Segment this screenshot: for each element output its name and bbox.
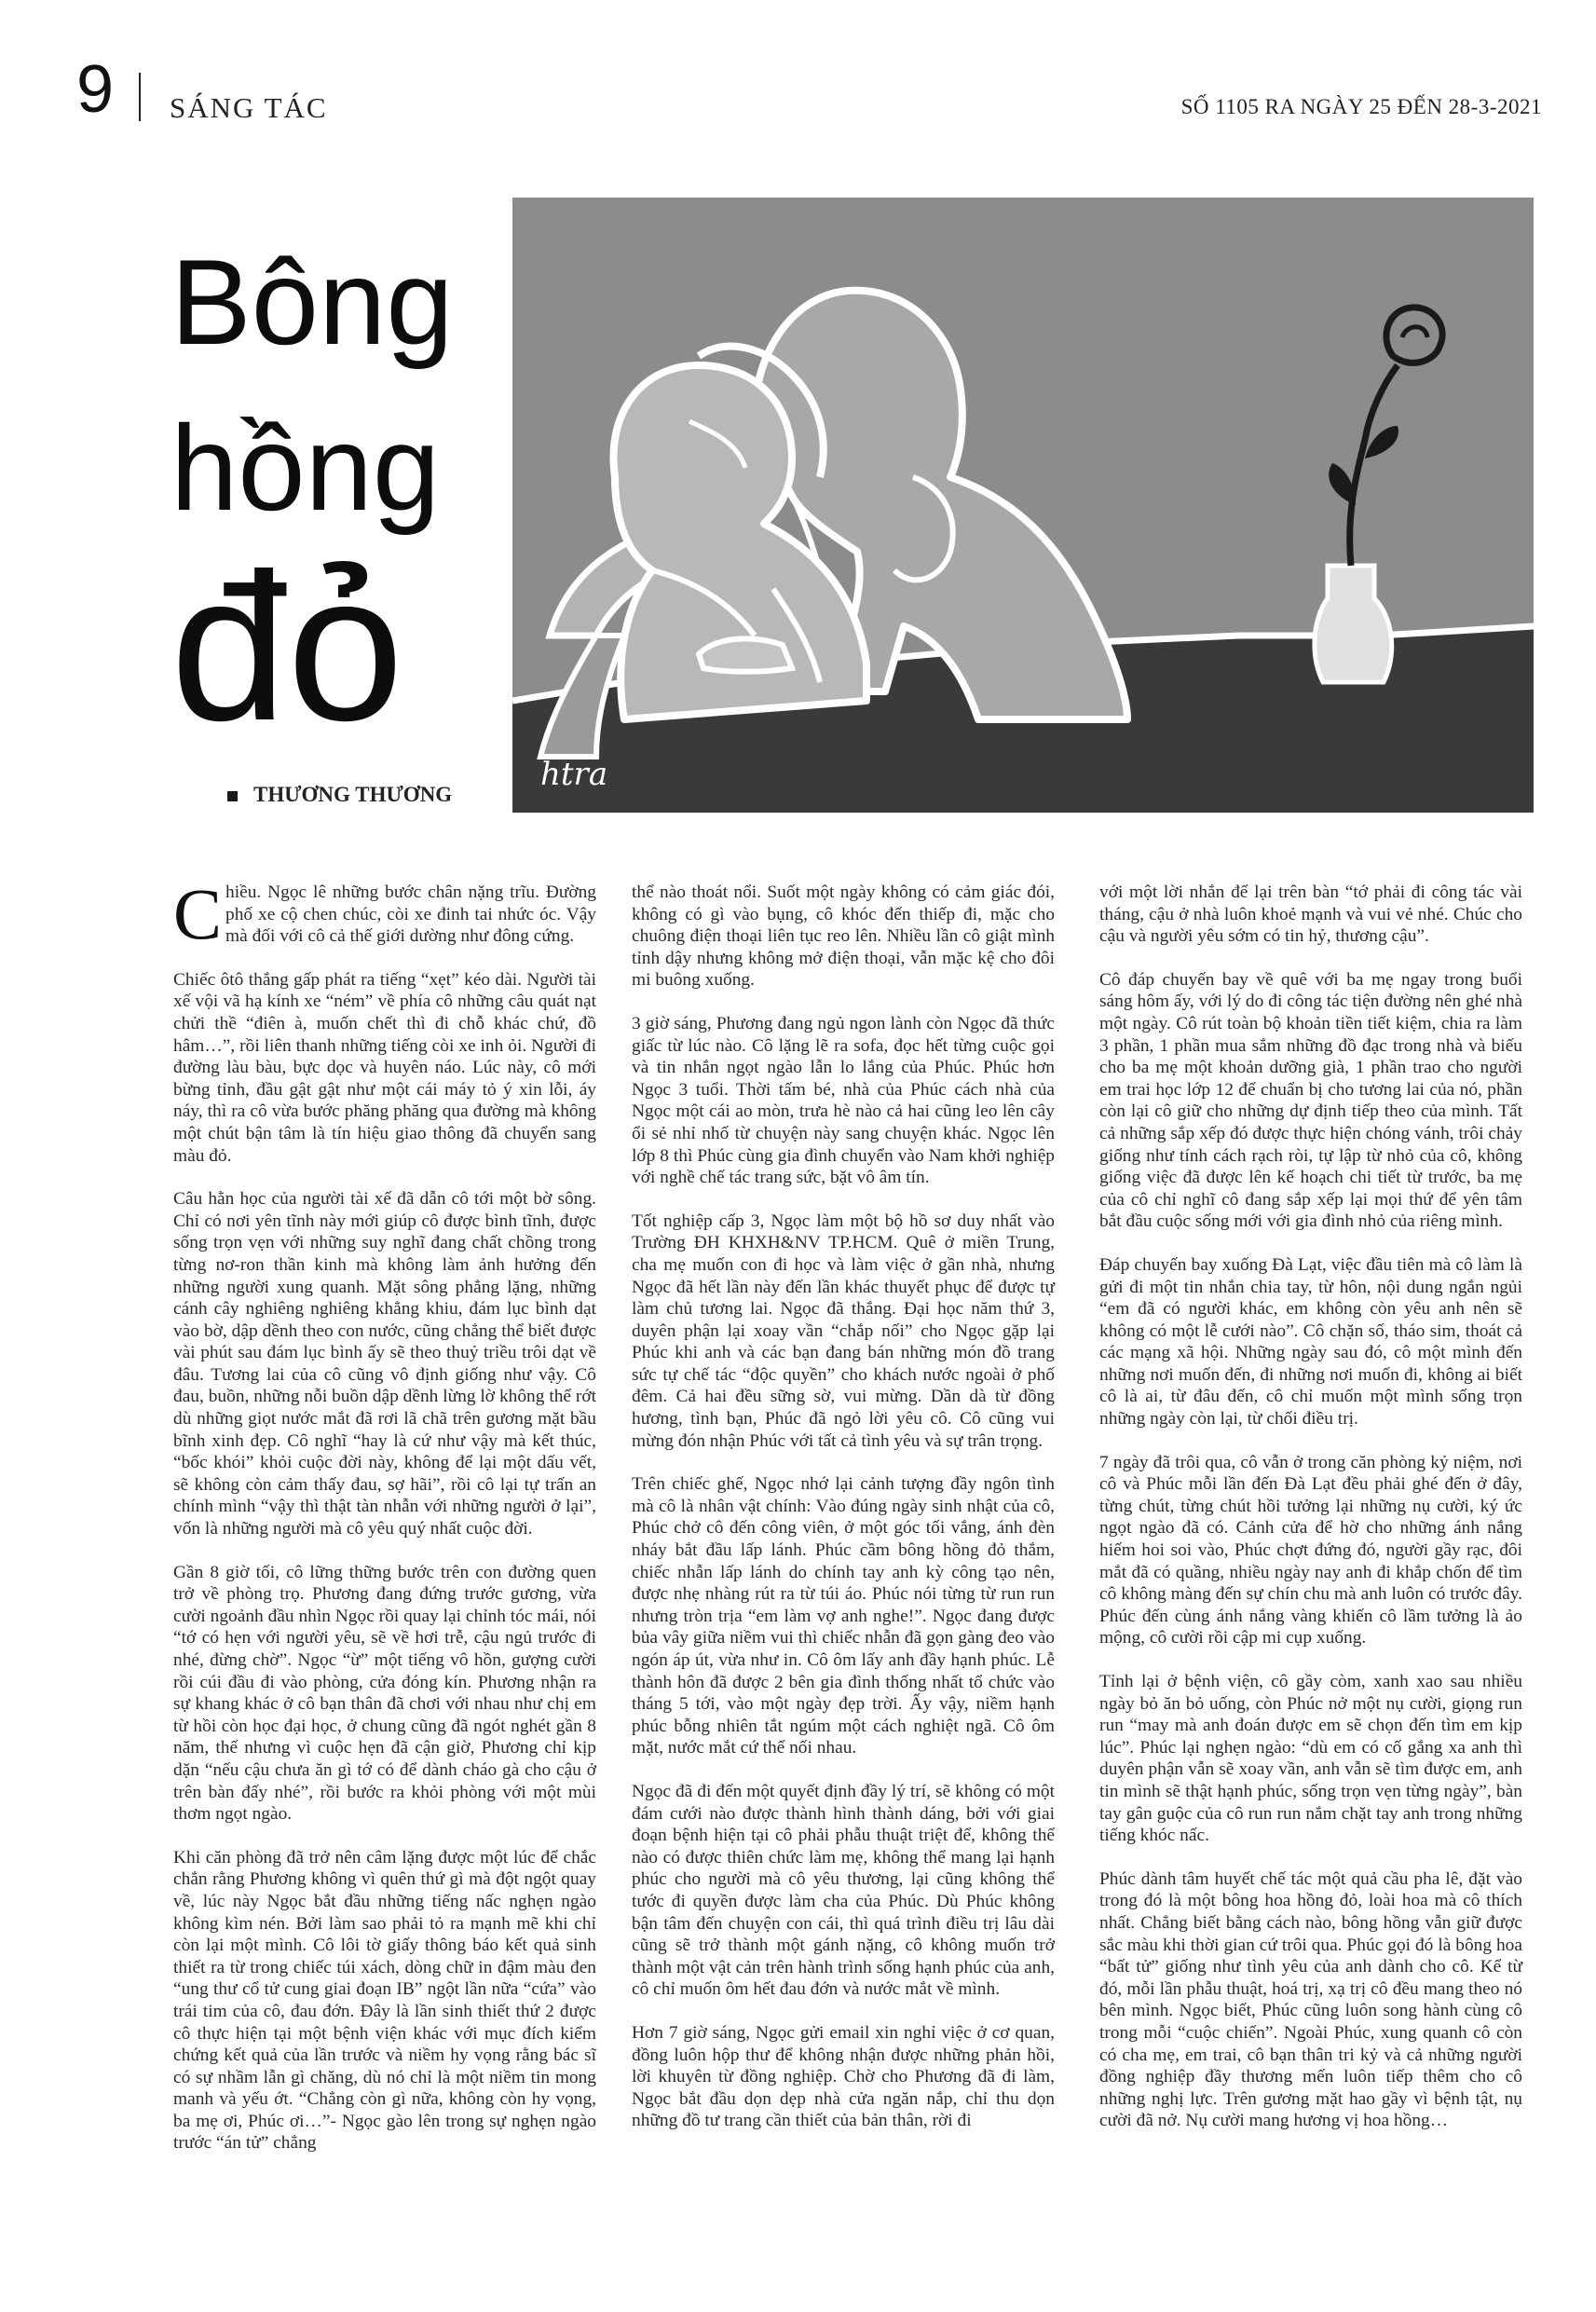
drop-cap: C bbox=[173, 873, 223, 954]
paragraph: với một lời nhắn để lại trên bàn “tớ phải đi công tác vài tháng, cậu ở nhà luôn khoẻ mạnh và vui vẻ nhé. Chúc cho cậu và người yêu sớm có tin hỷ, thương cậu”. bbox=[1099, 882, 1522, 947]
header-divider bbox=[139, 73, 141, 121]
title-line-3: đỏ bbox=[171, 529, 404, 764]
paragraph: Hơn 7 giờ sáng, Ngọc gửi email xin nghỉ việc ở cơ quan, đồng luôn hộp thư để không nhận được những phản hồi, lời khuyên từ đồng nghiệp. Chờ cho Phương đã đi làm, Ngọc bắt đầu dọn dẹp nhà cửa ngăn nắp, chỉ thu dọn những đồ tư trang cần thiết của bản thân, rời đi bbox=[632, 2022, 1055, 2131]
paragraph: 3 giờ sáng, Phương đang ngủ ngon lành còn Ngọc đã thức giấc từ lúc nào. Cô lặng lẽ ra sofa, đọc hết từng cuộc gọi và tin nhắn ngọt ngào lẫn lo lắng của Phúc. Phúc hơn Ngọc 3 tuổi. Thời tấm bé, nhà của Phúc cách nhà của Ngọc một cái ao mòn, trưa hè nào cả hai cũng leo lên cây ổi sẻ nhỉ nhố từ chuyện này sang chuyện khác. Ngọc lên lớp 8 thì Phúc cùng gia đình chuyển vào Nam khởi nghiệp với nghề chế tác trang sức, bặt vô âm tín. bbox=[632, 1013, 1055, 1188]
title-line-1: Bông bbox=[171, 234, 454, 370]
paragraph: Trên chiếc ghế, Ngọc nhớ lại cảnh tượng đầy ngôn tình mà cô là nhân vật chính: Vào đúng ngày sinh nhật của cô, Phúc chở cô đến công viên, ở một góc tối vắng, ánh đèn nháy bắt đầu lấp lánh. Phúc cầm bông hồng đỏ thắm, chiếc nhẫn lấp lánh do chính tay anh kỳ công tạo nên, được nhẹ nhàng rút ra từ túi áo. Phúc nói từng từ run run nhưng tròn trịa “em làm vợ anh nghe!”. Ngọc đang được bủa vây giữa niềm vui thì chiếc nhẫn đã gọn gàng đeo vào ngón áp út, vừa như in. Cô ôm lấy anh đầy hạnh phúc. Lễ thành hôn đã được 2 bên gia đình thống nhất tổ chức vào tháng 5 tới, vào một ngày đẹp trời. Ấy vậy, niềm hạnh phúc bỗng nhiên tắt ngúm một cách nghiệt ngã. Cô ôm mặt, nước mắt cứ thế nối nhau. bbox=[632, 1474, 1055, 1758]
page-number: 9 bbox=[76, 52, 115, 127]
article-column-3 bbox=[1099, 882, 1522, 2154]
paragraph: 7 ngày đã trôi qua, cô vẫn ở trong căn phòng kỷ niệm, nơi cô và Phúc mỗi lần đến Đà Lạt đều phải ghé đến ở đây, từng chút, từng chút hồi tưởng lại những nụ cười, ký ức ngọt ngào đã có. Cảnh cửa để hờ cho những ánh nắng hiếm hoi soi vào, Phúc chợt đứng đó, người gầy rạc, đôi mắt đã có quầng, nhiều ngày nay anh đi khắp chốn để tìm cô không màng đến sự chín chu mà anh luôn có trước đây. Phúc đến cùng ánh nắng vàng khiến cô lầm tưởng là ảo mộng, cô cười rồi cập mi cụp xuống. bbox=[1099, 1452, 1522, 1648]
title-line-2: hồng bbox=[171, 400, 441, 536]
section-title: SÁNG TÁC bbox=[170, 91, 328, 124]
paragraph: Phúc dành tâm huyết chế tác một quả cầu pha lê, đặt vào trong đó là một bông hoa hồng đỏ, loài hoa mà cô thích nhất. Chẳng biết bằng cách nào, bông hồng vẫn giữ được sắc màu khi thời gian cứ trôi qua. Phúc gọi đó là bông hoa “bất tử” giống như tình yêu của anh dành cho cô. Kể từ đó, mỗi lần phẫu thuật, hoá trị, xạ trị cô đều mang theo nó bên mình. Ngọc biết, Phúc cũng luôn song hành cùng cô trong mỗi “cuộc chiến”. Ngoài Phúc, xung quanh cô còn có cha mẹ, em trai, cô bạn thân tri kỷ và cả những người đồng nghiệp đầy thương mến luôn tiếp thêm cho cô những nghị lực. Trên gương mặt hao gầy vì bệnh tật, nụ cười đã nở. Nụ cười mang hương vị hoa hồng… bbox=[1099, 1868, 1522, 2131]
byline: THƯƠNG THƯƠNG bbox=[253, 783, 453, 806]
paragraph: thể nào thoát nổi. Suốt một ngày không có cảm giác đói, không có gì vào bụng, cô khóc đến thiếp đi, mặc cho chuông điện thoại liên tục reo lên. Nhiều lần cô giật mình tỉnh dậy nhưng không mở điện thoại, vẫn mặc kệ cho đôi mi buông xuống. bbox=[632, 882, 1055, 991]
issue-info: SỐ 1105 RA NGÀY 25 ĐẾN 28-3-2021 bbox=[1180, 95, 1542, 118]
paragraph: Khi căn phòng đã trở nên câm lặng được một lúc để chắc chắn rằng Phương không vì quên thứ gì mà đột ngột quay về, lúc này Ngọc bắt đầu những tiếng nấc nghẹn ngào không kìm nén. Bởi làm sao phải tỏ ra mạnh mẽ khi chỉ còn lại một mình. Cô lôi tờ giấy thông báo kết quả sinh thiết ra từ trong chiếc túi xách, dòng chữ in đậm màu đen “ung thư cổ tử cung giai đoạn IB” ngột lần nữa “cứa” vào trái tim của cô, đau đớn. Đây là lần sinh thiết thứ 2 được cô thực hiện tại một bệnh viện khác với mục đích kiểm chứng kết quả của lần trước và niềm hy vọng rằng bác sĩ có sự nhầm lẫn gì chăng, dù nó chỉ là một niềm tin mong manh và yếu ớt. “Chẳng còn gì nữa, không còn hy vọng, ba mẹ ơi, Phúc ơi…”- Ngọc gào lên trong sự nghẹn ngào trước “án tử” chẳng bbox=[173, 1847, 596, 2154]
paragraph: Đáp chuyến bay xuống Đà Lạt, việc đầu tiên mà cô làm là gửi đi một tin nhắn chia tay, từ hôn, nội dung ngắn ngủi “em đã có người khác, em không còn yêu anh nên sẽ không có một lễ cưới nào”. Cô chặn số, tháo sim, thoát cả các mạng xã hội. Những ngày sau đó, cô một mình đến những nơi muốn đến, đi những nơi muốn đi, không ai biết cô là ai, từ đâu đến, cô chỉ muốn một mình sống trọn những ngày còn lại, từ chối điều trị. bbox=[1099, 1254, 1522, 1430]
article-title bbox=[171, 231, 525, 764]
paragraph: Tỉnh lại ở bệnh viện, cô gầy còm, xanh xao sau nhiều ngày bỏ ăn bỏ uống, còn Phúc nở một nụ cười, giọng run run “may mà anh đoán được em sẽ chọn đến tìm em kịp lúc”. Phúc lại nghẹn ngào: “dù em có cố gắng xa anh thì duyên phận vẫn sẽ xoay vần, anh vẫn sẽ tìm được em, anh tin mình sẽ thật hạnh phúc, sống trọn vẹn từng ngày”, bàn tay gân guộc của cô run run nắm chặt tay anh trong những tiếng khóc nấc. bbox=[1099, 1672, 1522, 1846]
byline-bullet bbox=[227, 791, 238, 801]
article-column-2 bbox=[632, 882, 1055, 2154]
paragraph: Chiều. Ngọc lê những bước chân nặng trĩu. Đường phố xe cộ chen chúc, còi xe đinh tai nhức óc. Vậy mà đối với cô cả thế giới dường như đông cứng. bbox=[173, 873, 596, 954]
illustration-signature: htra bbox=[540, 756, 608, 793]
paragraph: Cô đáp chuyến bay về quê với ba mẹ ngay trong buổi sáng hôm ấy, với lý do đi công tác tiện đường nên ghé nhà một ngày. Cô rút toàn bộ khoản tiền tiết kiệm, chia ra làm 3 phần, 1 phần mua sắm những đồ đạc trong nhà và biếu cho ba mẹ một khoản dưỡng già, 1 phần trao cho người em trai học lớp 12 để chuẩn bị cho tương lai của nó, phần còn lại cô giữ cho những dự định tiếp theo của mình. Tất cả những sắp xếp đó được thực hiện chóng vánh, trôi chảy giống như tính cách rạch ròi, tự lập từ nhỏ của cô, không giống việc đã được lên kế hoạch chi tiết từ trước, ba mẹ của cô chỉ nghĩ cô đang sắp xếp lại mọi thứ để yên tâm bắt đầu cuộc sống mới với gia đình nhỏ của riêng mình. bbox=[1099, 969, 1522, 1232]
article-column-1 bbox=[173, 873, 596, 2176]
paragraph: Ngọc đã đi đến một quyết định đầy lý trí, sẽ không có một đám cưới nào được thành hình thành dáng, bởi với giai đoạn bệnh hiện tại cô phải phẫu thuật triệt để, không thể nào có được thiên chức làm mẹ, không thể mang lại hạnh phúc cho người mà cô yêu thương, lại cũng không thể tước đi quyền được làm cha của Phúc. Dù Phúc không bận tâm đến chuyện con cái, thì quá trình điều trị lâu dài cũng sẽ trở thành một gánh nặng, cô không muốn trở thành một vật cản trên hành trình sống hạnh phúc của anh, cô chỉ muốn ôm hết đau đớn và nước mắt về mình. bbox=[632, 1781, 1055, 2000]
paragraph: Gần 8 giờ tối, cô lững thững bước trên con đường quen trở về phòng trọ. Phương đang đứng trước gương, vừa cười ngoảnh đầu nhìn Ngọc rồi quay lại chỉnh tóc mái, nói “tớ có hẹn với người yêu, sẽ về hơi trễ, cậu ngủ trước đi nhé, đừng chờ”. Ngọc “ừ” một tiếng vô hồn, gượng cười rồi cúi đầu đi vào phòng, cửa đóng kín. Phương nhận ra sự khang khác ở cô bạn thân đã chơi với nhau như chị em từ hồi còn học đại học, ở chung cũng đã ngót nghét gần 8 năm, thế nhưng vì cuộc hẹn đã cận giờ, Phương chỉ kịp dặn “nếu cậu chưa ăn gì tớ có để dành cháo gà cho cậu ở trên bàn đấy nhé”, rồi bước ra khỏi phòng với một mùi thơm ngọt ngào. bbox=[173, 1562, 596, 1825]
paragraph: Câu hằn học của người tài xế đã dẫn cô tới một bờ sông. Chỉ có nơi yên tĩnh này mới giúp cô được bình tĩnh, được sống trọn vẹn với những suy nghĩ đang chất chồng trong từng nơ-ron thần kinh mà không làm ảnh hưởng đến những người xung quanh. Mặt sông phẳng lặng, những cánh cây nghiêng nghiêng khẳng khiu, đám lục bình dạt vào bờ, dập dềnh theo con nước, cũng chẳng thể biết được vài phút sau đám lục bình ấy sẽ theo thuỷ triều trôi dạt về đâu. Tương lai của cô cũng vô định giống như vậy. Cô đau, buồn, những nỗi buồn dập dềnh lừng lờ không thể rớt dù những giọt nước mắt đã rơi lã chã trên gương mặt bầu bĩnh xinh đẹp. Cô nghĩ “hay là cứ như vậy mà kết thúc, “bốc khói” khỏi cuộc đời này, không để lại một dấu vết, sẽ không còn cảm thấy đau, sợ hãi”, rồi cô lại tự trấn an chính mình “vậy thì thật tàn nhẫn với những người ở lại”, vốn là những người mà cô yêu quý nhất cuộc đời. bbox=[173, 1189, 596, 1539]
paragraph: Chiếc ôtô thắng gấp phát ra tiếng “xẹt” kéo dài. Người tài xế vội vã hạ kính xe “ném” về phía cô những câu quát nạt chửi thề “điên à, muốn chết thì đi chỗ khác chứ, đồ hâm…”, rồi liên thanh những tiếng còi xe inh ỏi. Người đi đường làu bàu, bực dọc và huyên náo. Lúc này, cô mới bừng tỉnh, đầu gật gật như một cái máy tỏ ý xin lỗi, áy náy, thì ra cô vừa bước phăng phăng qua đường mà không một chút bận tâm là tín hiệu giao thông đã chuyển sang màu đỏ. bbox=[173, 969, 596, 1166]
paragraph: Tốt nghiệp cấp 3, Ngọc làm một bộ hồ sơ duy nhất vào Trường ĐH KHXH&NV TP.HCM. Quê ở miền Trung, cha mẹ muốn con đi học và làm việc ở gần nhà, nhưng Ngọc đã hết lần này đến lần khác thuyết phục để được tự làm chủ tương lai. Ngọc đã thắng. Đại học năm thứ 3, duyên phận lại xoay vần “chắp nối” cho Ngọc gặp lại Phúc khi anh và các bạn đang bán những món đồ trang sức tự chế tác “độc quyền” cho khách nước ngoài ở phố đêm. Cả hai đều sững sờ, vui mừng. Dần dà từ đồng hương, tình bạn, Phúc đã ngỏ lời yêu cô. Cô cũng vui mừng đón nhận Phúc với tất cả tình yêu và sự trân trọng. bbox=[632, 1211, 1055, 1451]
article-illustration bbox=[512, 198, 1534, 813]
